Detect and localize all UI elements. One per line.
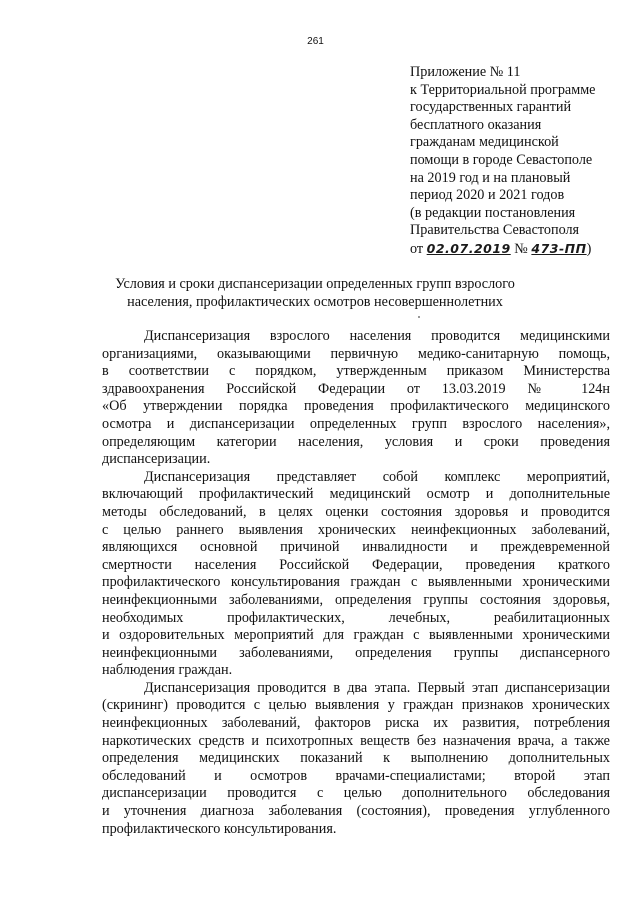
text-line: Диспансеризация представляет собой комплекс мероприятий, [144,468,610,485]
closing-paren: ) [586,240,592,257]
text-line: и уточнения диагноза заболевания (состояния), проведения углубленного [102,803,610,820]
document-heading [100,276,530,311]
appendix-line: Правительства Севастополя [410,222,580,239]
text-line: «Об утверждении порядка проведения профилактического медицинского [102,398,610,415]
text-line: организациями, оказывающими первичную медико-санитарную помощь, [102,345,610,362]
text-line: обследований и осмотров врачами-специалистами; второй этап [102,767,610,784]
appendix-line: государственных гарантий [410,99,572,116]
document-body [102,328,610,838]
appendix-line: гражданам медицинской [410,134,559,151]
text-line: в соответствии с порядком, утвержденным приказом Министерства [102,363,610,380]
text-line: являющихся основной причиной инвалидности и преждевременной [102,539,610,556]
text-line: необходимых профилактических, лечебных, реабилитационных [102,609,610,626]
date-prefix: от [410,240,424,257]
text-line: включающий профилактический медицинский осмотр и дополнительные [102,486,610,503]
text-line: определения медицинских показаний к выполнению дополнительных [102,750,610,767]
text-line: наблюдения граждан. [102,662,233,679]
text-line: наркотических средств и психотропных веществ без назначения врача, а также [102,732,610,749]
handwritten-number: 473-ПП [531,240,587,256]
text-line: Диспансеризация взрослого населения проводится медицинскими [144,328,610,344]
text-line: и оздоровительных мероприятий для граждан с выявленными хроническими [102,627,610,644]
appendix-line: к Территориальной программе [410,81,596,98]
text-line: неинфекционными заболеваниями, определения группы диспансерного [102,644,610,661]
appendix-line: бесплатного оказания [410,116,542,133]
text-line: методы обследований, в целях оценки состояния здоровья и проводится [102,503,610,520]
text-line: осмотра и диспансеризации определенных групп взрослого населения», [102,415,610,432]
page-number: 261 [307,36,324,47]
paragraph-2 [102,469,610,680]
handwritten-date: 02.07.2019 [426,240,511,256]
scan-speck [418,316,420,318]
text-line: здравоохранения Российской Федерации от 13.03.2019 № 124н [102,380,610,397]
appendix-line: на 2019 год и на плановый [410,169,571,186]
heading-line: населения, профилактических осмотров несовершеннолетних [127,293,503,310]
appendix-date-line [410,240,620,259]
appendix-line: Приложение № 11 [410,64,521,80]
appendix-line: (в редакции постановления [410,204,576,221]
text-line: профилактического консультирования. [102,820,337,837]
text-line: (скрининг) проводится с целью выявления у граждан признаков хронических [102,697,610,714]
paragraph-1 [102,328,610,469]
text-line: диспансеризации. [102,451,211,468]
text-line: профилактического консультирования граждан с выявленными хроническими [102,574,610,591]
text-line: определяющим категории населения, условия и сроки проведения [102,433,610,450]
text-line: с целью раннего выявления хронических неинфекционных заболеваний, [102,521,610,538]
appendix-line: помощи в городе Севастополе [410,151,593,168]
appendix-line: период 2020 и 2021 годов [410,187,565,204]
text-line: Диспансеризация проводится в два этапа. Первый этап диспансеризации [144,679,610,696]
text-line: смертности населения Российской Федерации, проведения краткого [102,556,610,573]
text-line: диспансеризации проводится с целью дополнительного обследования [102,785,610,802]
text-line: неинфекционными заболеваниями, определения группы состояния здоровья, [102,591,610,608]
number-prefix: № [514,240,528,257]
paragraph-3 [102,680,610,838]
heading-line: Условия и сроки диспансеризации определенных групп взрослого [115,276,515,292]
text-line: неинфекционных заболеваний, факторов риска их развития, потребления [102,715,610,732]
appendix-block [410,64,620,259]
